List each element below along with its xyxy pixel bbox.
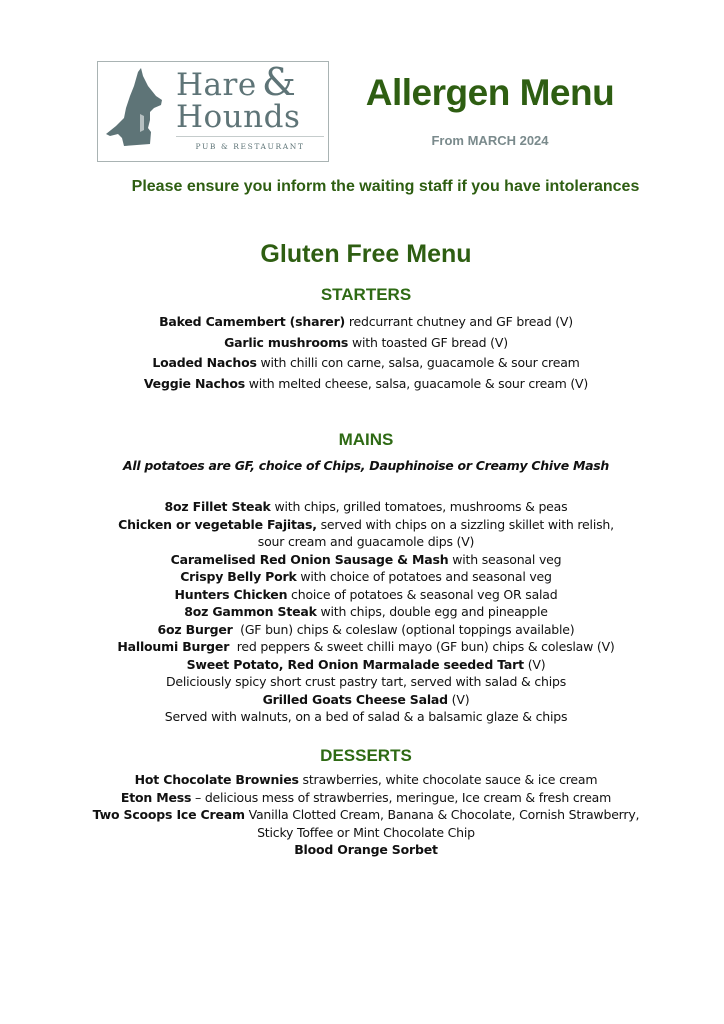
menu-item: Blood Orange Sorbet <box>294 842 438 857</box>
desserts-list <box>0 771 724 859</box>
menu-item: Veggie Nachos with melted cheese, salsa, guacamole & sour cream (V) <box>143 375 589 391</box>
menu-item: Baked Camembert (sharer) redcurrant chutney and GF bread (V) <box>159 314 573 329</box>
menu-item: Eton Mess – delicious mess of strawberries, meringue, Ice cream & fresh cream <box>120 789 612 805</box>
menu-item: Hunters Chicken choice of potatoes & seasonal veg OR salad <box>174 586 558 602</box>
menu-item: Caramelised Red Onion Sausage & Mash with seasonal veg <box>170 551 562 567</box>
menu-item: Sticky Toffee or Mint Chocolate Chip <box>257 824 475 840</box>
menu-item: Crispy Belly Pork with choice of potatoes and seasonal veg <box>180 569 552 584</box>
logo-divider <box>176 136 324 137</box>
logo-name-line2: Hounds <box>176 99 301 135</box>
menu-item: 8oz Gammon Steak with chips, double egg and pineapple <box>184 604 548 619</box>
logo-tagline: PUB & RESTAURANT <box>195 142 305 151</box>
menu-item: sour cream and guacamole dips (V) <box>257 534 475 549</box>
logo <box>97 61 329 162</box>
logo-ampersand: & <box>262 60 296 104</box>
menu-item: Deliciously spicy short crust pastry tart, served with salad & chips <box>165 674 567 689</box>
menu-item: Loaded Nachos with chilli con carne, salsa, guacamole & sour cream <box>152 355 580 370</box>
menu-item: Garlic mushrooms with toasted GF bread (V) <box>224 334 508 350</box>
dog-and-hare-icon <box>104 68 166 150</box>
menu-item: Sweet Potato, Red Onion Marmalade seeded Tart (V) <box>186 656 546 672</box>
potatoes-note: All potatoes are GF, choice of Chips, Dauphinoise or Creamy Chive Mash <box>123 458 609 473</box>
mains-list <box>0 498 724 726</box>
menu-item: 6oz Burger (GF bun) chips & coleslaw (optional toppings available) <box>157 621 575 637</box>
menu-item: Two Scoops Ice Cream Vanilla Clotted Cream, Banana & Chocolate, Cornish Strawberry, <box>92 807 640 822</box>
section-heading-desserts: DESSERTS <box>320 746 412 765</box>
menu-item: 8oz Fillet Steak with chips, grilled tomatoes, mushrooms & peas <box>164 499 568 514</box>
page-subtitle: From MARCH 2024 <box>431 133 549 148</box>
logo-wordmark <box>176 60 324 135</box>
menu-item: Hot Chocolate Brownies strawberries, white chocolate sauce & ice cream <box>134 772 598 787</box>
section-heading-starters: STARTERS <box>320 285 412 304</box>
menu-item: Chicken or vegetable Fajitas, served with chips on a sizzling skillet with relish, <box>118 516 614 532</box>
menu-item: Halloumi Burger red peppers & sweet chilli mayo (GF bun) chips & coleslaw (V) <box>117 639 615 654</box>
page-title: Allergen Menu <box>365 72 615 113</box>
logo-name-line1: Hare <box>176 67 257 103</box>
intolerance-notice: Please ensure you inform the waiting staff if you have intolerances <box>131 178 640 195</box>
section-heading-mains: MAINS <box>338 430 394 449</box>
menu-item: Served with walnuts, on a bed of salad & a balsamic glaze & chips <box>164 709 568 724</box>
menu-item: Grilled Goats Cheese Salad (V) <box>262 691 470 707</box>
menu-title: Gluten Free Menu <box>260 240 472 268</box>
starters-list <box>0 313 724 392</box>
